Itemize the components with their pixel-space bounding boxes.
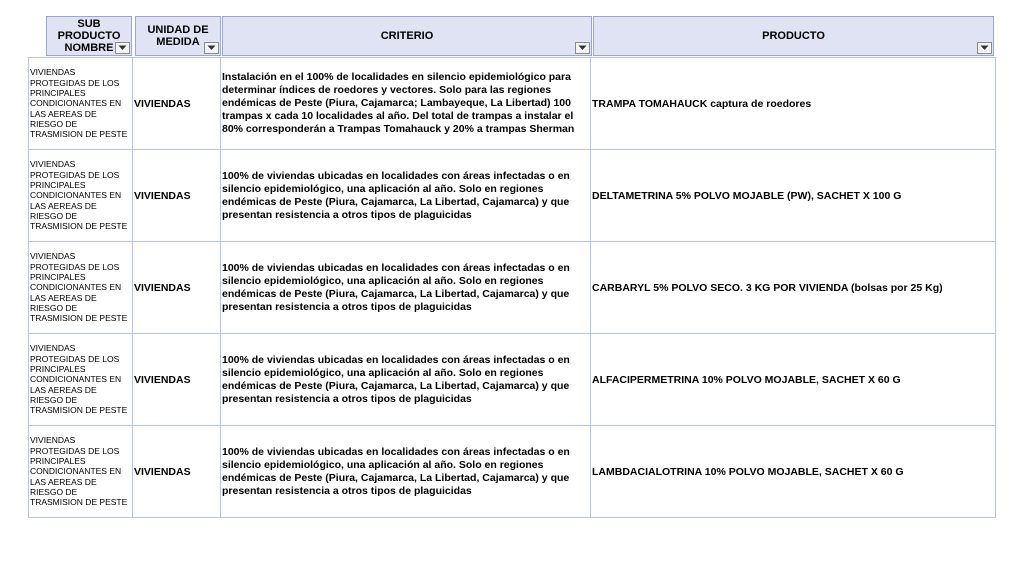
dropdown-arrow-icon <box>980 45 989 51</box>
cell-subproducto[interactable]: VIVIENDAS PROTEGIDAS DE LOS PRINCIPALES CONDICIONANTES EN LAS AEREAS DE RIESGO DE TRASMISION DE PESTE <box>29 150 133 242</box>
filter-dropdown-producto[interactable] <box>977 42 992 54</box>
column-header-producto-label: PRODUCTO <box>762 30 825 42</box>
filter-dropdown-unidad[interactable] <box>204 42 219 54</box>
cell-unidad[interactable]: VIVIENDAS <box>133 150 221 242</box>
table-row <box>29 150 996 242</box>
column-header-criterio-label: CRITERIO <box>380 30 434 42</box>
table-row <box>29 242 996 334</box>
dropdown-arrow-icon <box>578 45 587 51</box>
cell-criterio[interactable]: Instalación en el 100% de localidades en silencio epidemiológico para determinar índices de roedores y vectores. Solo para las regiones endémicas de Peste (Piura, Cajamarca; Lambayeque, La Libertad) 100 trampas x cada 10 localidades al año. Del total de trampas a instalar el 80% corresponderán a Trampas Tomahauck y 20% a trampas Sherman <box>221 58 591 150</box>
column-header-subproducto-label: SUB PRODUCTO NOMBRE <box>57 18 121 54</box>
table-row <box>29 426 996 518</box>
cell-subproducto[interactable]: VIVIENDAS PROTEGIDAS DE LOS PRINCIPALES CONDICIONANTES EN LAS AEREAS DE RIESGO DE TRASMISION DE PESTE <box>29 334 133 426</box>
cell-producto[interactable]: CARBARYL 5% POLVO SECO. 3 KG POR VIVIENDA (bolsas por 25 Kg) <box>591 242 996 334</box>
filter-dropdown-criterio[interactable] <box>575 42 590 54</box>
cell-unidad[interactable]: VIVIENDAS <box>133 242 221 334</box>
data-table <box>28 57 996 518</box>
column-header-unidad <box>135 16 221 56</box>
cell-unidad[interactable]: VIVIENDAS <box>133 334 221 426</box>
cell-subproducto[interactable]: VIVIENDAS PROTEGIDAS DE LOS PRINCIPALES CONDICIONANTES EN LAS AEREAS DE RIESGO DE TRASMISION DE PESTE <box>29 242 133 334</box>
filter-dropdown-subproducto[interactable] <box>115 42 130 54</box>
cell-criterio[interactable]: 100% de viviendas ubicadas en localidades con áreas infectadas o en silencio epidemiológico, una aplicación al año. Solo en regiones endémicas de Peste (Piura, Cajamarca, La Libertad, Cajamarca) y que presentan resistencia a otros tipos de plaguicidas <box>221 150 591 242</box>
cell-criterio[interactable]: 100% de viviendas ubicadas en localidades con áreas infectadas o en silencio epidemiológico, una aplicación al año. Solo en regiones endémicas de Peste (Piura, Cajamarca, La Libertad, Cajamarca) y que presentan resistencia a otros tipos de plaguicidas <box>221 426 591 518</box>
cell-producto[interactable]: LAMBDACIALOTRINA 10% POLVO MOJABLE, SACHET X 60 G <box>591 426 996 518</box>
dropdown-arrow-icon <box>118 45 127 51</box>
column-header-producto <box>593 16 994 56</box>
dropdown-arrow-icon <box>207 45 216 51</box>
column-header-subproducto <box>46 16 132 56</box>
cell-criterio[interactable]: 100% de viviendas ubicadas en localidades con áreas infectadas o en silencio epidemiológico, una aplicación al año. Solo en regiones endémicas de Peste (Piura, Cajamarca, La Libertad, Cajamarca) y que presentan resistencia a otros tipos de plaguicidas <box>221 334 591 426</box>
cell-criterio[interactable]: 100% de viviendas ubicadas en localidades con áreas infectadas o en silencio epidemiológico, una aplicación al año. Solo en regiones endémicas de Peste (Piura, Cajamarca, La Libertad, Cajamarca) y que presentan resistencia a otros tipos de plaguicidas <box>221 242 591 334</box>
cell-unidad[interactable]: VIVIENDAS <box>133 58 221 150</box>
cell-producto[interactable]: ALFACIPERMETRINA 10% POLVO MOJABLE, SACHET X 60 G <box>591 334 996 426</box>
cell-producto[interactable]: TRAMPA TOMAHAUCK captura de roedores <box>591 58 996 150</box>
cell-subproducto[interactable]: VIVIENDAS PROTEGIDAS DE LOS PRINCIPALES CONDICIONANTES EN LAS AEREAS DE RIESGO DE TRASMISION DE PESTE <box>29 426 133 518</box>
table-row <box>29 334 996 426</box>
cell-producto[interactable]: DELTAMETRINA 5% POLVO MOJABLE (PW), SACHET X 100 G <box>591 150 996 242</box>
column-header-criterio <box>222 16 592 56</box>
cell-subproducto[interactable]: VIVIENDAS PROTEGIDAS DE LOS PRINCIPALES CONDICIONANTES EN LAS AEREAS DE RIESGO DE TRASMISION DE PESTE <box>29 58 133 150</box>
column-header-unidad-label: UNIDAD DE MEDIDA <box>147 24 209 48</box>
table-row <box>29 58 996 150</box>
cell-unidad[interactable]: VIVIENDAS <box>133 426 221 518</box>
